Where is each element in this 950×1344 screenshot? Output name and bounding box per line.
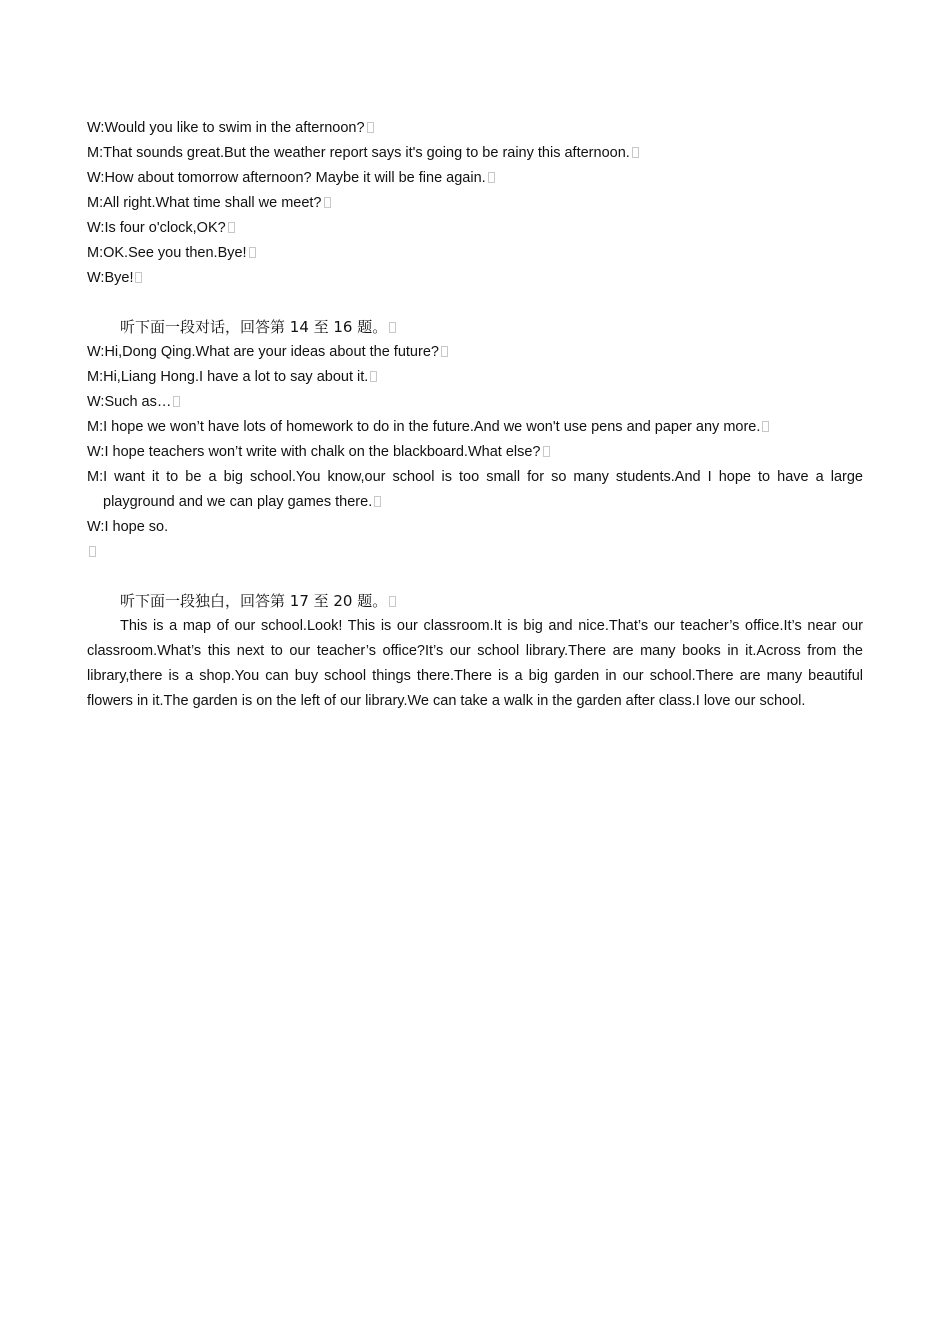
dialogue-line: W:Such as… (87, 390, 863, 415)
empty-line (87, 540, 863, 565)
monologue-paragraph: This is a map of our school.Look! This is our classroom.It is big and nice.That’s our teacher’s office.It’s near our classroom.What’s this next to our teacher’s office?It’s our school library.There are many books in it.Across from the library,there is a shop.You can buy school things there.There is a big garden in our school.There are many beautiful flowers in it.The garden is on the left of our library.We can take a walk in the garden after class.I love our school. (87, 618, 863, 709)
dialogue-line: W:Would you like to swim in the afternoon? (87, 116, 863, 141)
transcript-body (87, 116, 863, 714)
dialogue-line: W:I hope so. (87, 519, 169, 535)
dialogue-1 (87, 116, 863, 291)
paragraph-mark-icon (543, 446, 550, 457)
paragraph-mark-icon (367, 122, 374, 133)
dialogue-line: M:All right.What time shall we meet? (87, 191, 863, 216)
paragraph-mark-icon (389, 322, 396, 333)
section-heading: 听下面一段独白，回答第 17 至 20 题。 (87, 589, 863, 614)
dialogue-2 (87, 340, 863, 565)
dialogue-line: M:I hope we won’t have lots of homework to do in the future.And we won't use pens and paper any more. (87, 415, 863, 440)
paragraph-mark-icon (762, 421, 769, 432)
paragraph-mark-icon (374, 496, 381, 507)
dialogue-line: M:OK.See you then.Bye! (87, 241, 863, 266)
section-heading: 听下面一段对话，回答第 14 至 16 题。 (87, 315, 863, 340)
paragraph-mark-icon (228, 222, 235, 233)
dialogue-line: W:Bye! (87, 266, 863, 291)
dialogue-line: M:I want it to be a big school.You know,our school is too small for so many students.And I hope to have a large playground and we can play games there. (87, 469, 863, 510)
dialogue-line: W:How about tomorrow afternoon? Maybe it will be fine again. (87, 166, 863, 191)
paragraph-mark-icon (370, 371, 377, 382)
paragraph-mark-icon (632, 147, 639, 158)
dialogue-line: W:I hope teachers won’t write with chalk on the blackboard.What else? (87, 440, 863, 465)
paragraph-mark-icon (135, 272, 142, 283)
paragraph-mark-icon (249, 247, 256, 258)
spacer (87, 291, 863, 315)
paragraph-mark-icon (488, 172, 495, 183)
spacer (87, 565, 863, 589)
dialogue-line: W:Hi,Dong Qing.What are your ideas about the future? (87, 340, 863, 365)
paragraph-mark-icon (441, 346, 448, 357)
paragraph-mark-icon (173, 396, 180, 407)
paragraph-mark-icon (389, 596, 396, 607)
dialogue-line: W:Is four o'clock,OK? (87, 216, 863, 241)
paragraph-mark-icon (89, 546, 96, 557)
paragraph-mark-icon (324, 197, 331, 208)
dialogue-line: M:That sounds great.But the weather report says it's going to be rainy this afternoon. (87, 141, 863, 166)
dialogue-line: M:Hi,Liang Hong.I have a lot to say about it. (87, 365, 863, 390)
